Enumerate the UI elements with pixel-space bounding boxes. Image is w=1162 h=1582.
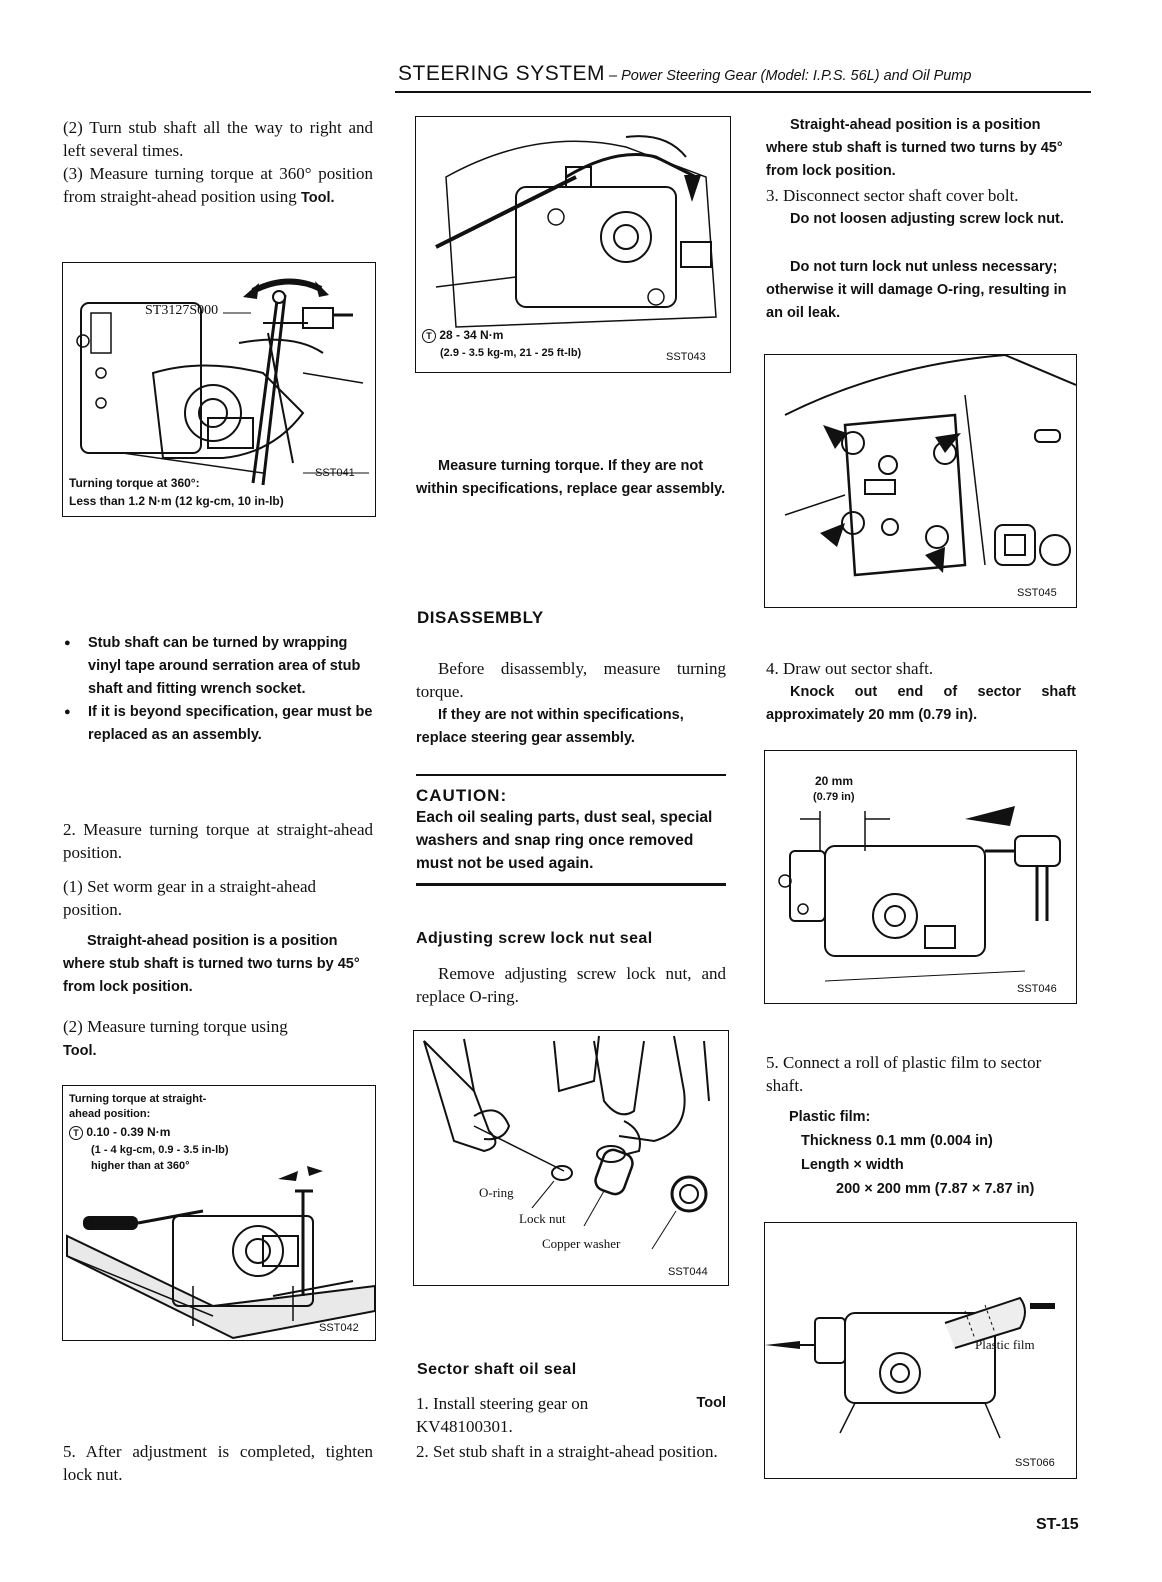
dimension-in: (0.79 in) [813, 791, 855, 803]
col3-do-not-turn: Do not turn lock nut unless necessary; otherwise it will damage O-ring, resulting in an oil leak. [766, 259, 1067, 321]
col1-measure-tool: (2) Measure turning torque using Tool. [63, 1017, 288, 1059]
tip-item: ● Stub shaft can be turned by wrapping vinyl tape around serration area of stub shaft and fitting wrench socket. [60, 632, 374, 701]
col1-step5: 5. After adjustment is completed, tighten lock nut. [63, 1442, 373, 1484]
sector-cover-bolts-illustration [765, 355, 1076, 607]
header-rule [395, 91, 1091, 93]
col3-connect-film: 5. Connect a roll of plastic film to sector shaft. [766, 1053, 1042, 1095]
col3-straight-ahead-note: Straight-ahead position is a position where stub shaft is turned two turns by 45° from lock position. [766, 117, 1063, 179]
col3-knock-out: Knock out end of sector shaft approximately 20 mm (0.79 in). [766, 684, 1076, 723]
tip-item: ● If it is beyond specification, gear must be replaced as an assembly. [60, 701, 374, 747]
col2-measure-note: Measure turning torque. If they are not within specifications, replace gear assembly. [416, 458, 726, 497]
figure-sst046 [764, 750, 1077, 1004]
film-size: 200 × 200 mm (7.87 × 7.87 in) [836, 1181, 1035, 1197]
figure-sst045 [764, 354, 1077, 608]
torque-straight-label-1: Turning torque at straight- [69, 1093, 207, 1105]
torque-360-label: Turning torque at 360°: [69, 476, 200, 490]
page-number: ST-15 [1036, 1516, 1079, 1533]
col1-set-worm: (1) Set worm gear in a straight-ahead position. [63, 877, 317, 919]
figure-code: SST066 [1015, 1457, 1055, 1469]
figure-code: SST046 [1017, 983, 1057, 995]
dimension-mm: 20 mm [815, 774, 854, 788]
oring-label: O-ring [479, 1185, 514, 1200]
torque-straight-value-row: T 0.10 - 0.39 N·m [69, 1124, 170, 1140]
film-thickness: Thickness 0.1 mm (0.004 in) [801, 1133, 993, 1149]
col2-remove-locknut: Remove adjusting screw lock nut, and replace O-ring. [416, 964, 726, 1006]
caution-box [416, 774, 726, 886]
sector-shaft-removal-illustration [765, 751, 1076, 1003]
caution-title: CAUTION: [416, 786, 508, 805]
figure-code: SST045 [1017, 587, 1057, 599]
locknut-torque-row: T 28 - 34 N·m [422, 327, 503, 343]
torque-icon: T [422, 329, 436, 343]
sector-shaft-title: Sector shaft oil seal [417, 1361, 577, 1378]
col1-straight-ahead-note: Straight-ahead position is a position where stub shaft is turned two turns by 45° from lock position. [63, 933, 360, 995]
col3-do-not-loosen: Do not loosen adjusting screw lock nut. [790, 211, 1064, 227]
figure-code: SST041 [315, 467, 355, 479]
locknut-label: Lock nut [519, 1211, 566, 1226]
col3-draw-out: 4. Draw out sector shaft. [766, 659, 934, 678]
figure-code: SST043 [666, 351, 706, 363]
figure-code: SST042 [319, 1322, 359, 1334]
torque-360-value: Less than 1.2 N·m (12 kg-cm, 10 in-lb) [69, 494, 284, 508]
film-length-width: Length × width [801, 1157, 904, 1173]
torque-icon: T [69, 1126, 83, 1140]
figure-sst044 [413, 1030, 729, 1286]
col1-step3: (3) Measure turning torque at 360° position from straight-ahead position using Tool. [63, 164, 373, 206]
col3-disconnect-bolt: 3. Disconnect sector shaft cover bolt. [766, 186, 1019, 205]
page-header [398, 62, 1090, 86]
col2-replace-note: If they are not within specifications, replace steering gear assembly. [416, 707, 684, 746]
adjusting-screw-title: Adjusting screw lock nut seal [416, 930, 653, 947]
caution-text: Each oil sealing parts, dust seal, special washers and snap ring once removed must not be used again. [416, 809, 713, 872]
figure-sst042 [62, 1085, 376, 1341]
copper-washer-label: Copper washer [542, 1236, 621, 1251]
figure-sst041 [62, 262, 376, 517]
col2-set-stub: 2. Set stub shaft in a straight-ahead position. [416, 1442, 718, 1461]
col1-step2: (2) Turn stub shaft all the way to right and left several times. [63, 118, 373, 160]
film-title: Plastic film: [789, 1109, 871, 1125]
col1-step2-measure: 2. Measure turning torque at straight-ahead position. [63, 820, 373, 862]
torque-straight-value-alt: (1 - 4 kg-cm, 0.9 - 3.5 in-lb) [91, 1144, 229, 1156]
col2-install-gear: 1. Install steering gear on Tool KV48100301. [416, 1394, 726, 1436]
header-title: STEERING SYSTEM [398, 62, 606, 85]
tool-number-label: ST3127S000 [145, 303, 219, 318]
figure-sst043 [415, 116, 731, 373]
torque-straight-label-2: ahead position: [69, 1108, 151, 1120]
figure-code: SST044 [668, 1266, 708, 1278]
torque-straight-compare: higher than at 360° [91, 1160, 190, 1172]
header-subtitle: – Power Steering Gear (Model: I.P.S. 56L) and Oil Pump [609, 68, 972, 84]
tips-list [60, 632, 374, 747]
col2-before-disassembly: Before disassembly, measure turning torque. [416, 659, 726, 701]
figure-sst066 [764, 1222, 1077, 1479]
plastic-film-label: Plastic film [975, 1337, 1035, 1352]
disassembly-title: DISASSEMBLY [417, 608, 544, 627]
locknut-torque-alt: (2.9 - 3.5 kg-m, 21 - 25 ft-lb) [440, 347, 582, 359]
